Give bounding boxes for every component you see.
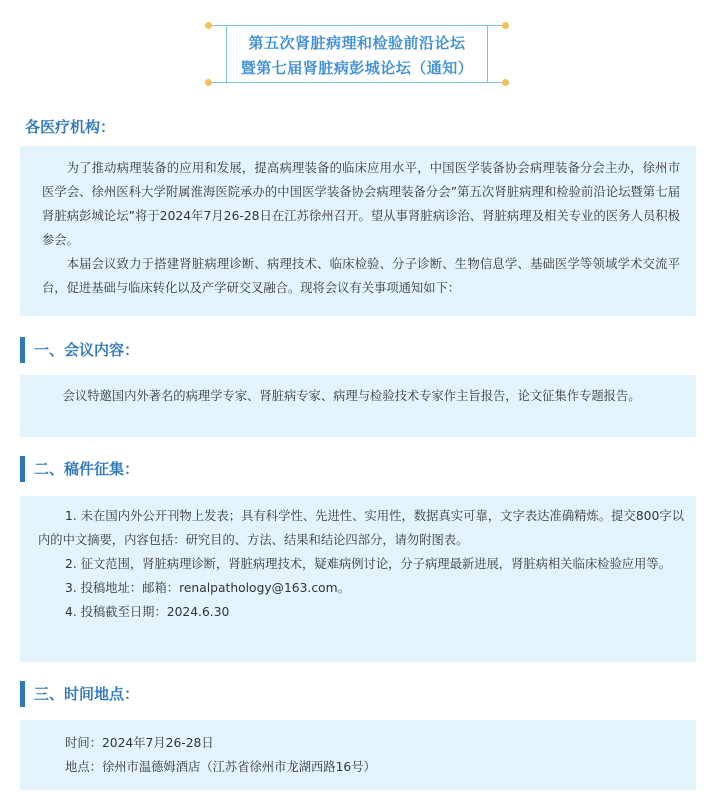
title-line-1: 第五次肾脏病理和检验前沿论坛 — [248, 34, 466, 52]
intro-paragraph-2: 本届会议致力于搭建肾脏病理诊断、病理技术、临床检验、分子诊断、生物信息学、基础医学等领域学术交流平台，促进基础与临床转化以及产学研交叉融合。现将会议有关事项通知如下： — [42, 257, 680, 295]
meeting-place: 地点：徐州市温德姆酒店（江苏省徐州市龙湖西路16号） — [65, 760, 376, 774]
corner-dot-icon — [205, 79, 212, 86]
intro-paragraph-1: 为了推动病理装备的应用和发展，提高病理装备的临床应用水平，中国医学装备协会病理装备分会主办，徐州市医学会、徐州医科大学附属淮海医院承办的中国医学装备协会病理装备分会”第五次肾脏病理和检验前沿论坛暨第七届肾脏病彭城论坛”将于2024年7月26-28日在江苏徐州召开。望从事肾脏病诊治、肾脏病理及相关专业的医务人员积极参会。 — [42, 161, 680, 247]
section-heading-content: 一、会议内容： — [20, 337, 139, 363]
paper-item-3: 3. 投稿地址：邮箱：renalpathology@163.com。 — [65, 581, 350, 595]
salutation: 各医疗机构： — [25, 118, 116, 136]
time-place-panel — [20, 720, 696, 790]
section-heading-time-place: 三、时间地点： — [20, 681, 139, 707]
corner-dot-icon — [502, 22, 509, 29]
paper-item-2: 2. 征文范围，肾脏病理诊断，肾脏病理技术，疑难病例讨论，分子病理最新进展，肾脏病相关临床检验应用等。 — [65, 557, 671, 571]
title-line-2: 暨第七届肾脏病彭城论坛（通知） — [240, 59, 474, 77]
meeting-time: 时间：2024年7月26-28日 — [65, 736, 214, 750]
corner-dot-icon — [502, 79, 509, 86]
corner-dot-icon — [205, 22, 212, 29]
paper-item-1: 1. 未在国内外公开刊物上发表；具有科学性、先进性、实用性，数据真实可靠，文字表达准确精炼。提交800字以内的中文摘要，内容包括：研究目的、方法、结果和结论四部分，请勿附图表。 — [38, 509, 684, 547]
intro-panel — [20, 146, 696, 316]
paper-item-4: 4. 投稿截至日期：2024.6.30 — [65, 605, 230, 619]
title-box — [208, 25, 506, 83]
content-panel — [20, 375, 696, 437]
section-heading-papers: 二、稿件征集： — [20, 456, 139, 482]
papers-panel — [20, 496, 696, 662]
content-text: 会议特邀国内外著名的病理学专家、肾脏病专家、病理与检验技术专家作主旨报告，论文征集作专题报告。 — [62, 389, 641, 403]
